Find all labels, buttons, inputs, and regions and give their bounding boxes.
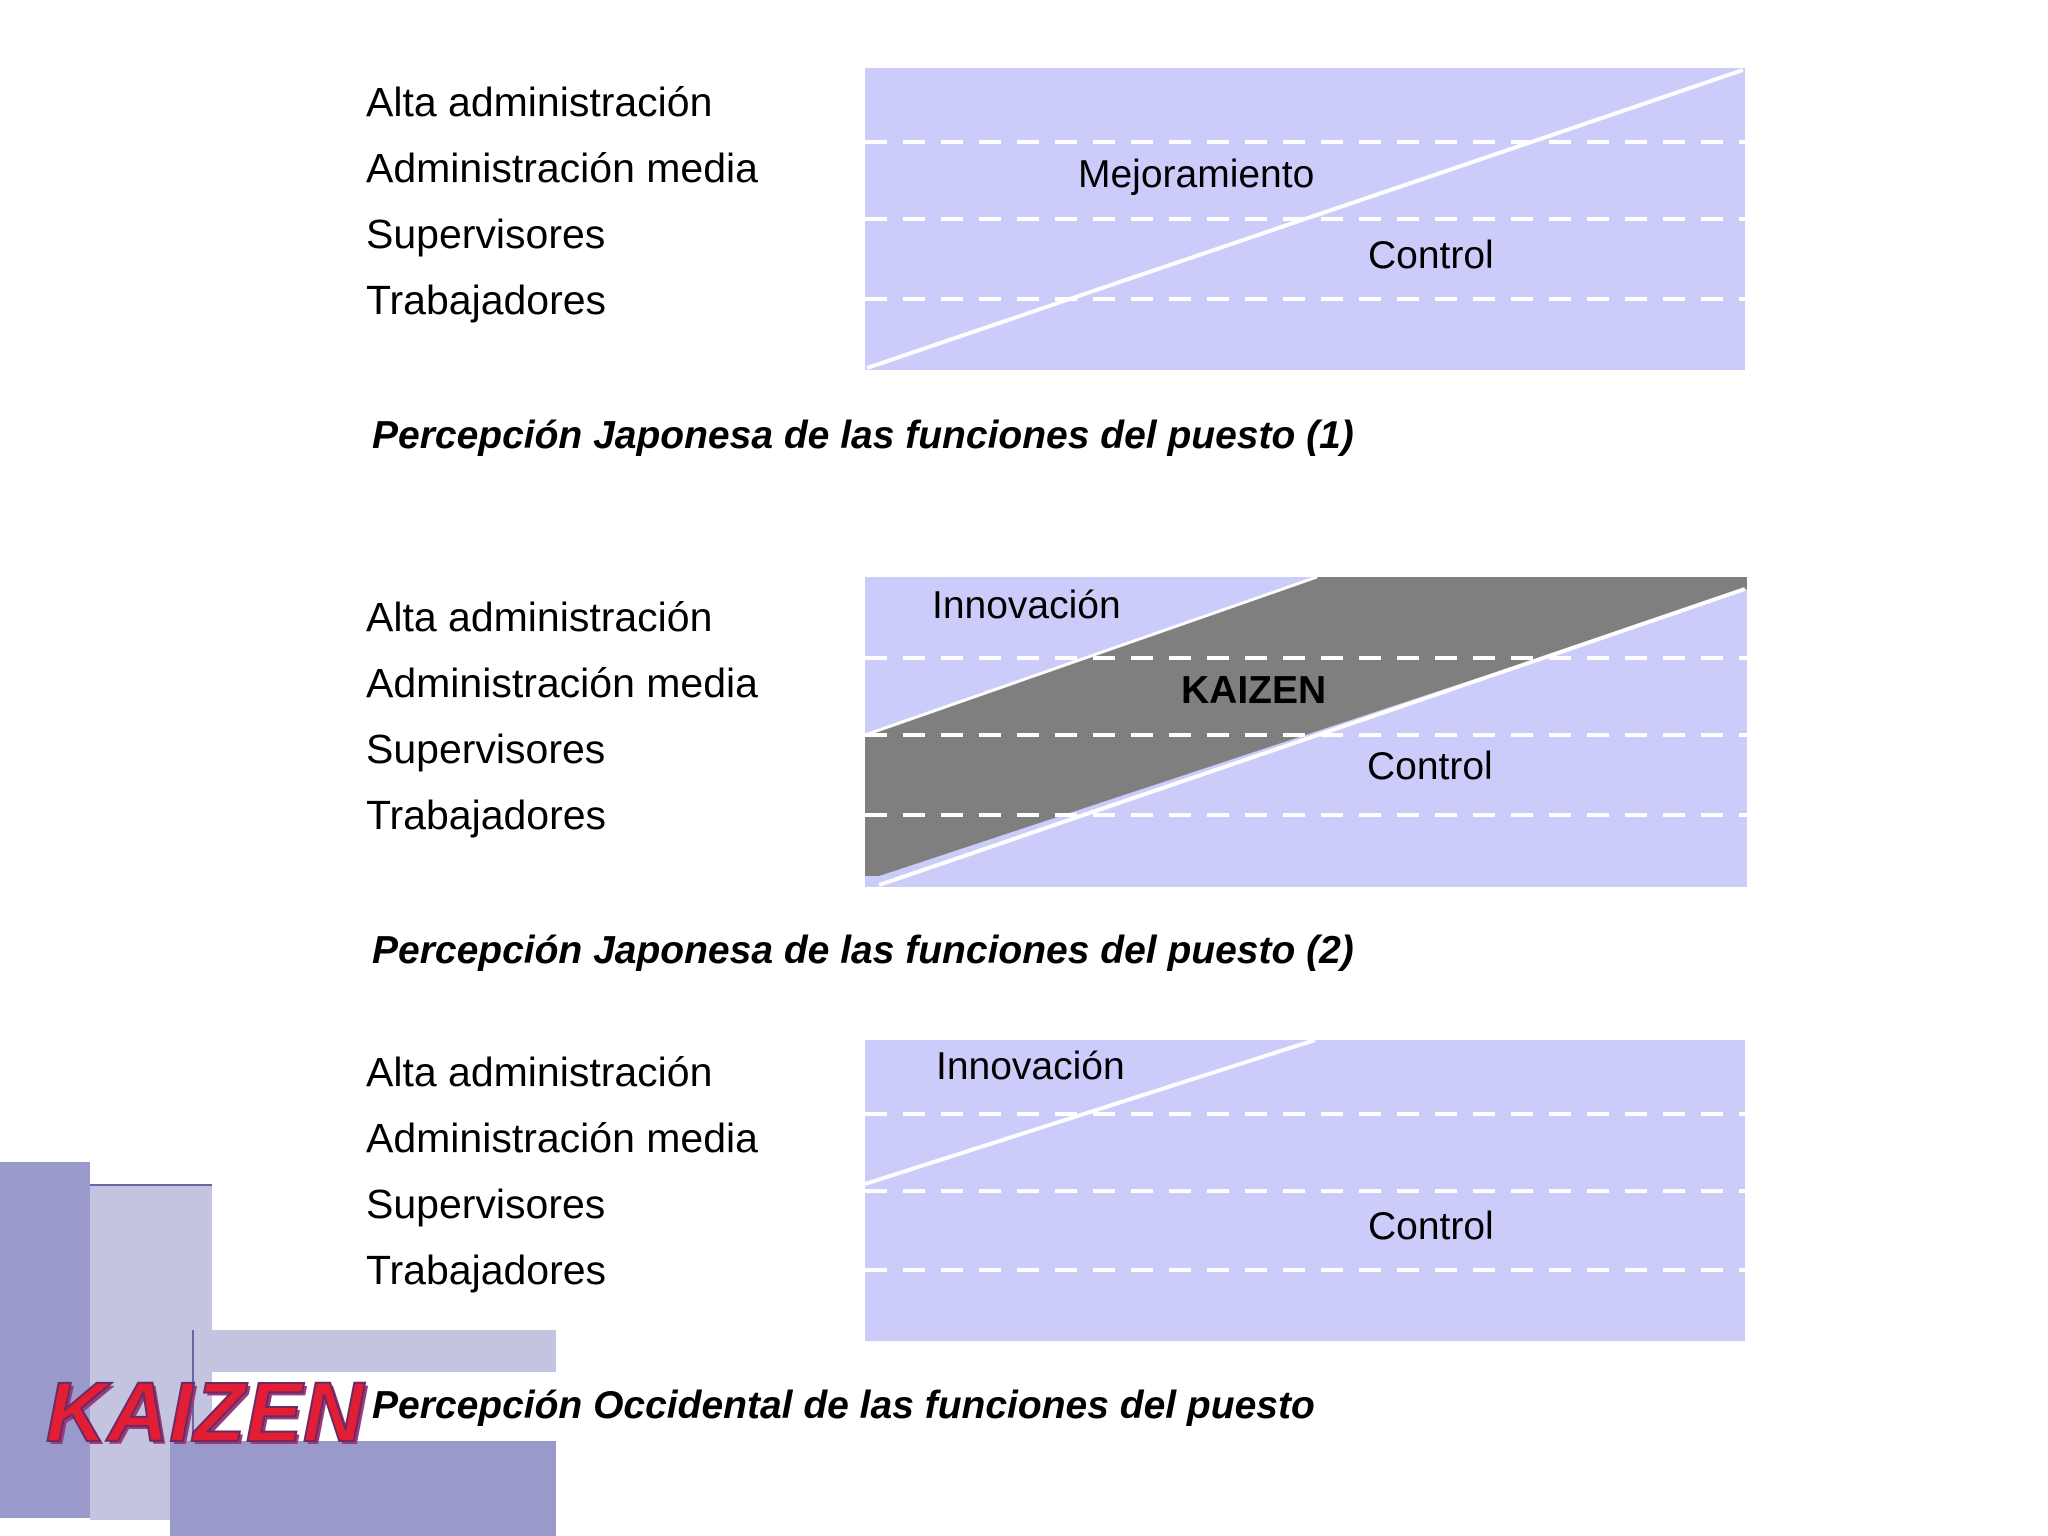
level-label-workers: Trabajadores [366,277,607,323]
kaizen-logo: KAIZEN [46,1365,365,1459]
level-label-middle-management: Administración media [366,145,758,191]
diagram-2-lower-label: Control [1367,745,1493,788]
level-label-supervisors: Supervisores [366,726,606,772]
diagram-2-kaizen-label: KAIZEN [1181,669,1327,712]
diagram-2-caption: Percepción Japonesa de las funciones del puesto (2) [372,929,1354,972]
decor-block-left [0,1162,90,1518]
level-label-middle-management: Administración media [366,660,758,706]
level-label-workers: Trabajadores [366,792,607,838]
level-label-top-management: Alta administración [366,594,713,640]
diagram-3-caption: Percepción Occidental de las funciones del puesto [372,1384,1315,1427]
diagram-3-lower-label: Control [1368,1205,1494,1248]
diagram-3-panel [865,1040,1745,1341]
level-label-middle-management: Administración media [366,1115,758,1161]
diagram-1-caption: Percepción Japonesa de las funciones del puesto (1) [372,414,1354,457]
diagram-1-upper-label: Mejoramiento [1078,153,1315,196]
diagram-1-panel [865,68,1745,370]
diagram-1-lower-label: Control [1368,234,1494,277]
diagram-2-upper-label: Innovación [932,584,1121,627]
level-label-workers: Trabajadores [366,1247,607,1293]
level-label-supervisors: Supervisores [366,1181,606,1227]
level-label-supervisors: Supervisores [366,211,606,257]
level-label-top-management: Alta administración [366,1049,713,1095]
level-label-top-management: Alta administración [366,79,713,125]
diagram-3-upper-label: Innovación [936,1045,1125,1088]
diagram-2-panel [865,577,1747,887]
